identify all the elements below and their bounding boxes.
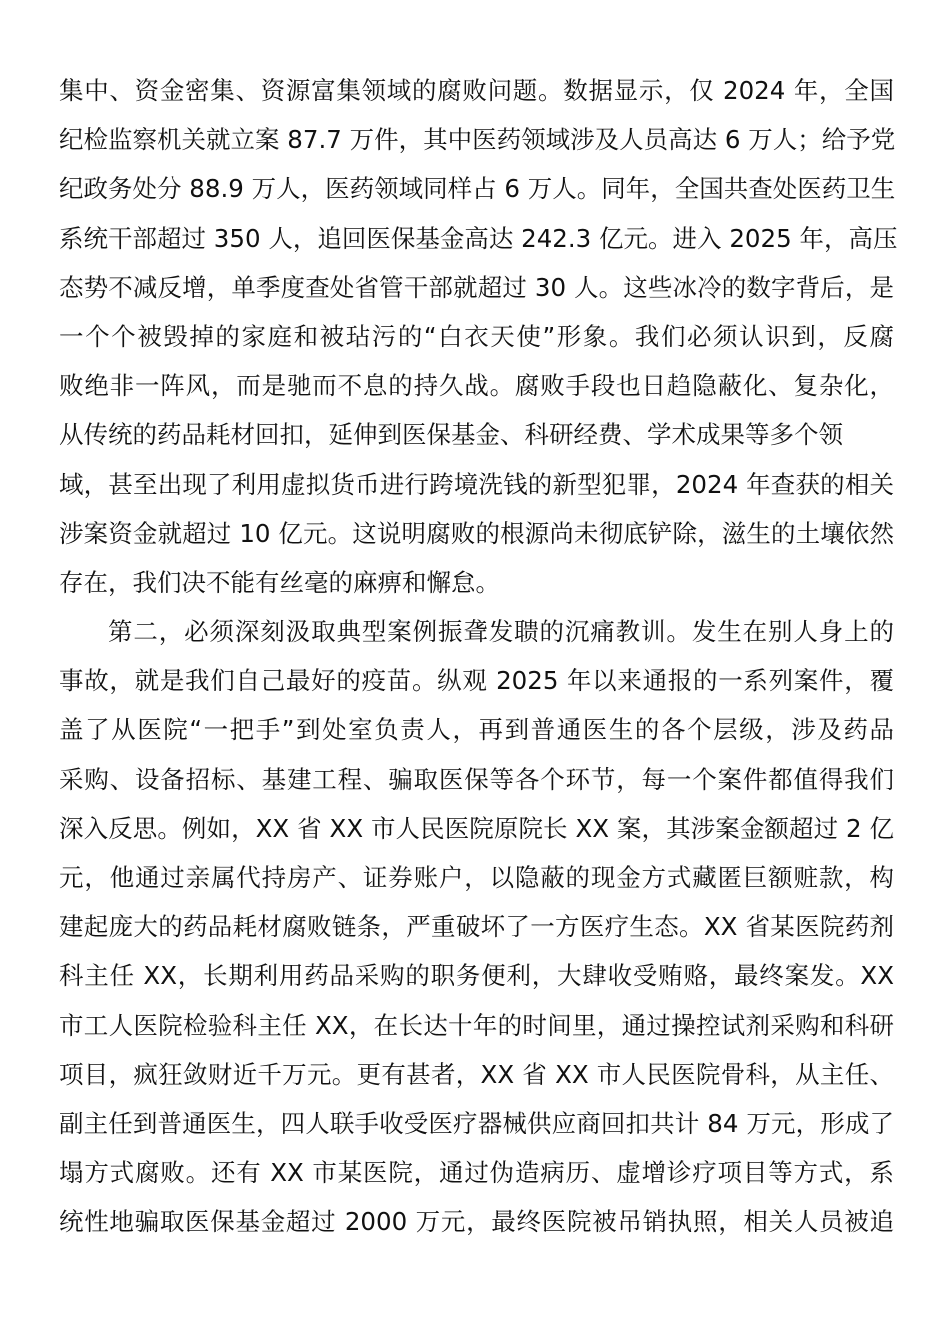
text-line: 从传统的药品耗材回扣，延伸到医保基金、科研经费、学术成果等多个领: [59, 420, 843, 450]
body-text: [59, 66, 898, 1247]
text-line: 项目，疯狂敛财近千万元。更有甚者，XX 省 XX 市人民医院骨科，从主任、: [59, 1059, 894, 1089]
text-line: 集中、资金密集、资源富集领域的腐败问题。数据显示，仅 2024 年，全国: [59, 76, 894, 105]
text-line: 域，甚至出现了利用虚拟货币进行跨境洗钱的新型犯罪，2024 年查获的相关: [59, 469, 894, 499]
text-line: 态势不减反增，单季度查处省管干部就超过 30 人。这些冰冷的数字背后，是: [59, 272, 894, 302]
text-line: 副主任到普通医生，四人联手收受医疗器械供应商回扣共计 84 万元，形成了: [59, 1108, 894, 1138]
text-line: 败绝非一阵风，而是驰而不息的持久战。腐败手段也日趋隐蔽化、复杂化，: [59, 371, 894, 401]
text-line: 塌方式腐败。还有 XX 市某医院，通过伪造病历、虚增诊疗项目等方式，系: [59, 1158, 894, 1188]
paragraph-1: [59, 66, 898, 607]
text-line: 建起庞大的药品耗材腐败链条，严重破坏了一方医疗生态。XX 省某医院药剂: [59, 912, 894, 942]
text-line: 事故，就是我们自己最好的疫苗。纵观 2025 年以来通报的一系列案件，覆: [59, 666, 894, 696]
text-line: 元，他通过亲属代持房产、证券账户，以隐蔽的现金方式藏匿巨额赃款，构: [59, 863, 894, 892]
text-line: 一个个被毁掉的家庭和被玷污的“白衣天使”形象。我们必须认识到，反腐: [59, 321, 894, 351]
text-line: 采购、设备招标、基建工程、骗取医保等各个环节，每一个案件都值得我们: [59, 764, 894, 794]
text-line: 纪政务处分 88.9 万人，医药领域同样占 6 万人。同年，全国共查处医药卫生: [59, 174, 896, 204]
paragraph-2: [59, 607, 894, 1246]
text-line: 盖了从医院“一把手”到处室负责人，再到普通医生的各个层级，涉及药品: [59, 715, 894, 745]
text-line: 存在，我们决不能有丝毫的麻痹和懈怠。: [59, 567, 500, 597]
text-line: 深入反思。例如，XX 省 XX 市人民医院原院长 XX 案，其涉案金额超过 2 亿: [59, 813, 894, 843]
text-line: 第二，必须深刻汲取典型案例振聋发聩的沉痛教训。发生在别人身上的: [108, 617, 894, 647]
text-line: 涉案资金就超过 10 亿元。这说明腐败的根源尚未彻底铲除，滋生的土壤依然: [59, 518, 894, 548]
text-line: 科主任 XX，长期利用药品采购的职务便利，大肆收受贿赂，最终案发。XX: [59, 961, 894, 991]
text-line: 统性地骗取医保基金超过 2000 万元，最终医院被吊销执照，相关人员被追: [59, 1207, 894, 1237]
text-line: 市工人医院检验科主任 XX，在长达十年的时间里，通过操控试剂采购和科研: [59, 1010, 894, 1040]
text-line: 纪检监察机关就立案 87.7 万件，其中医药领域涉及人员高达 6 万人；给予党: [59, 125, 896, 155]
text-line: 系统干部超过 350 人，追回医保基金高达 242.3 亿元。进入 2025 年，高压: [59, 223, 898, 253]
